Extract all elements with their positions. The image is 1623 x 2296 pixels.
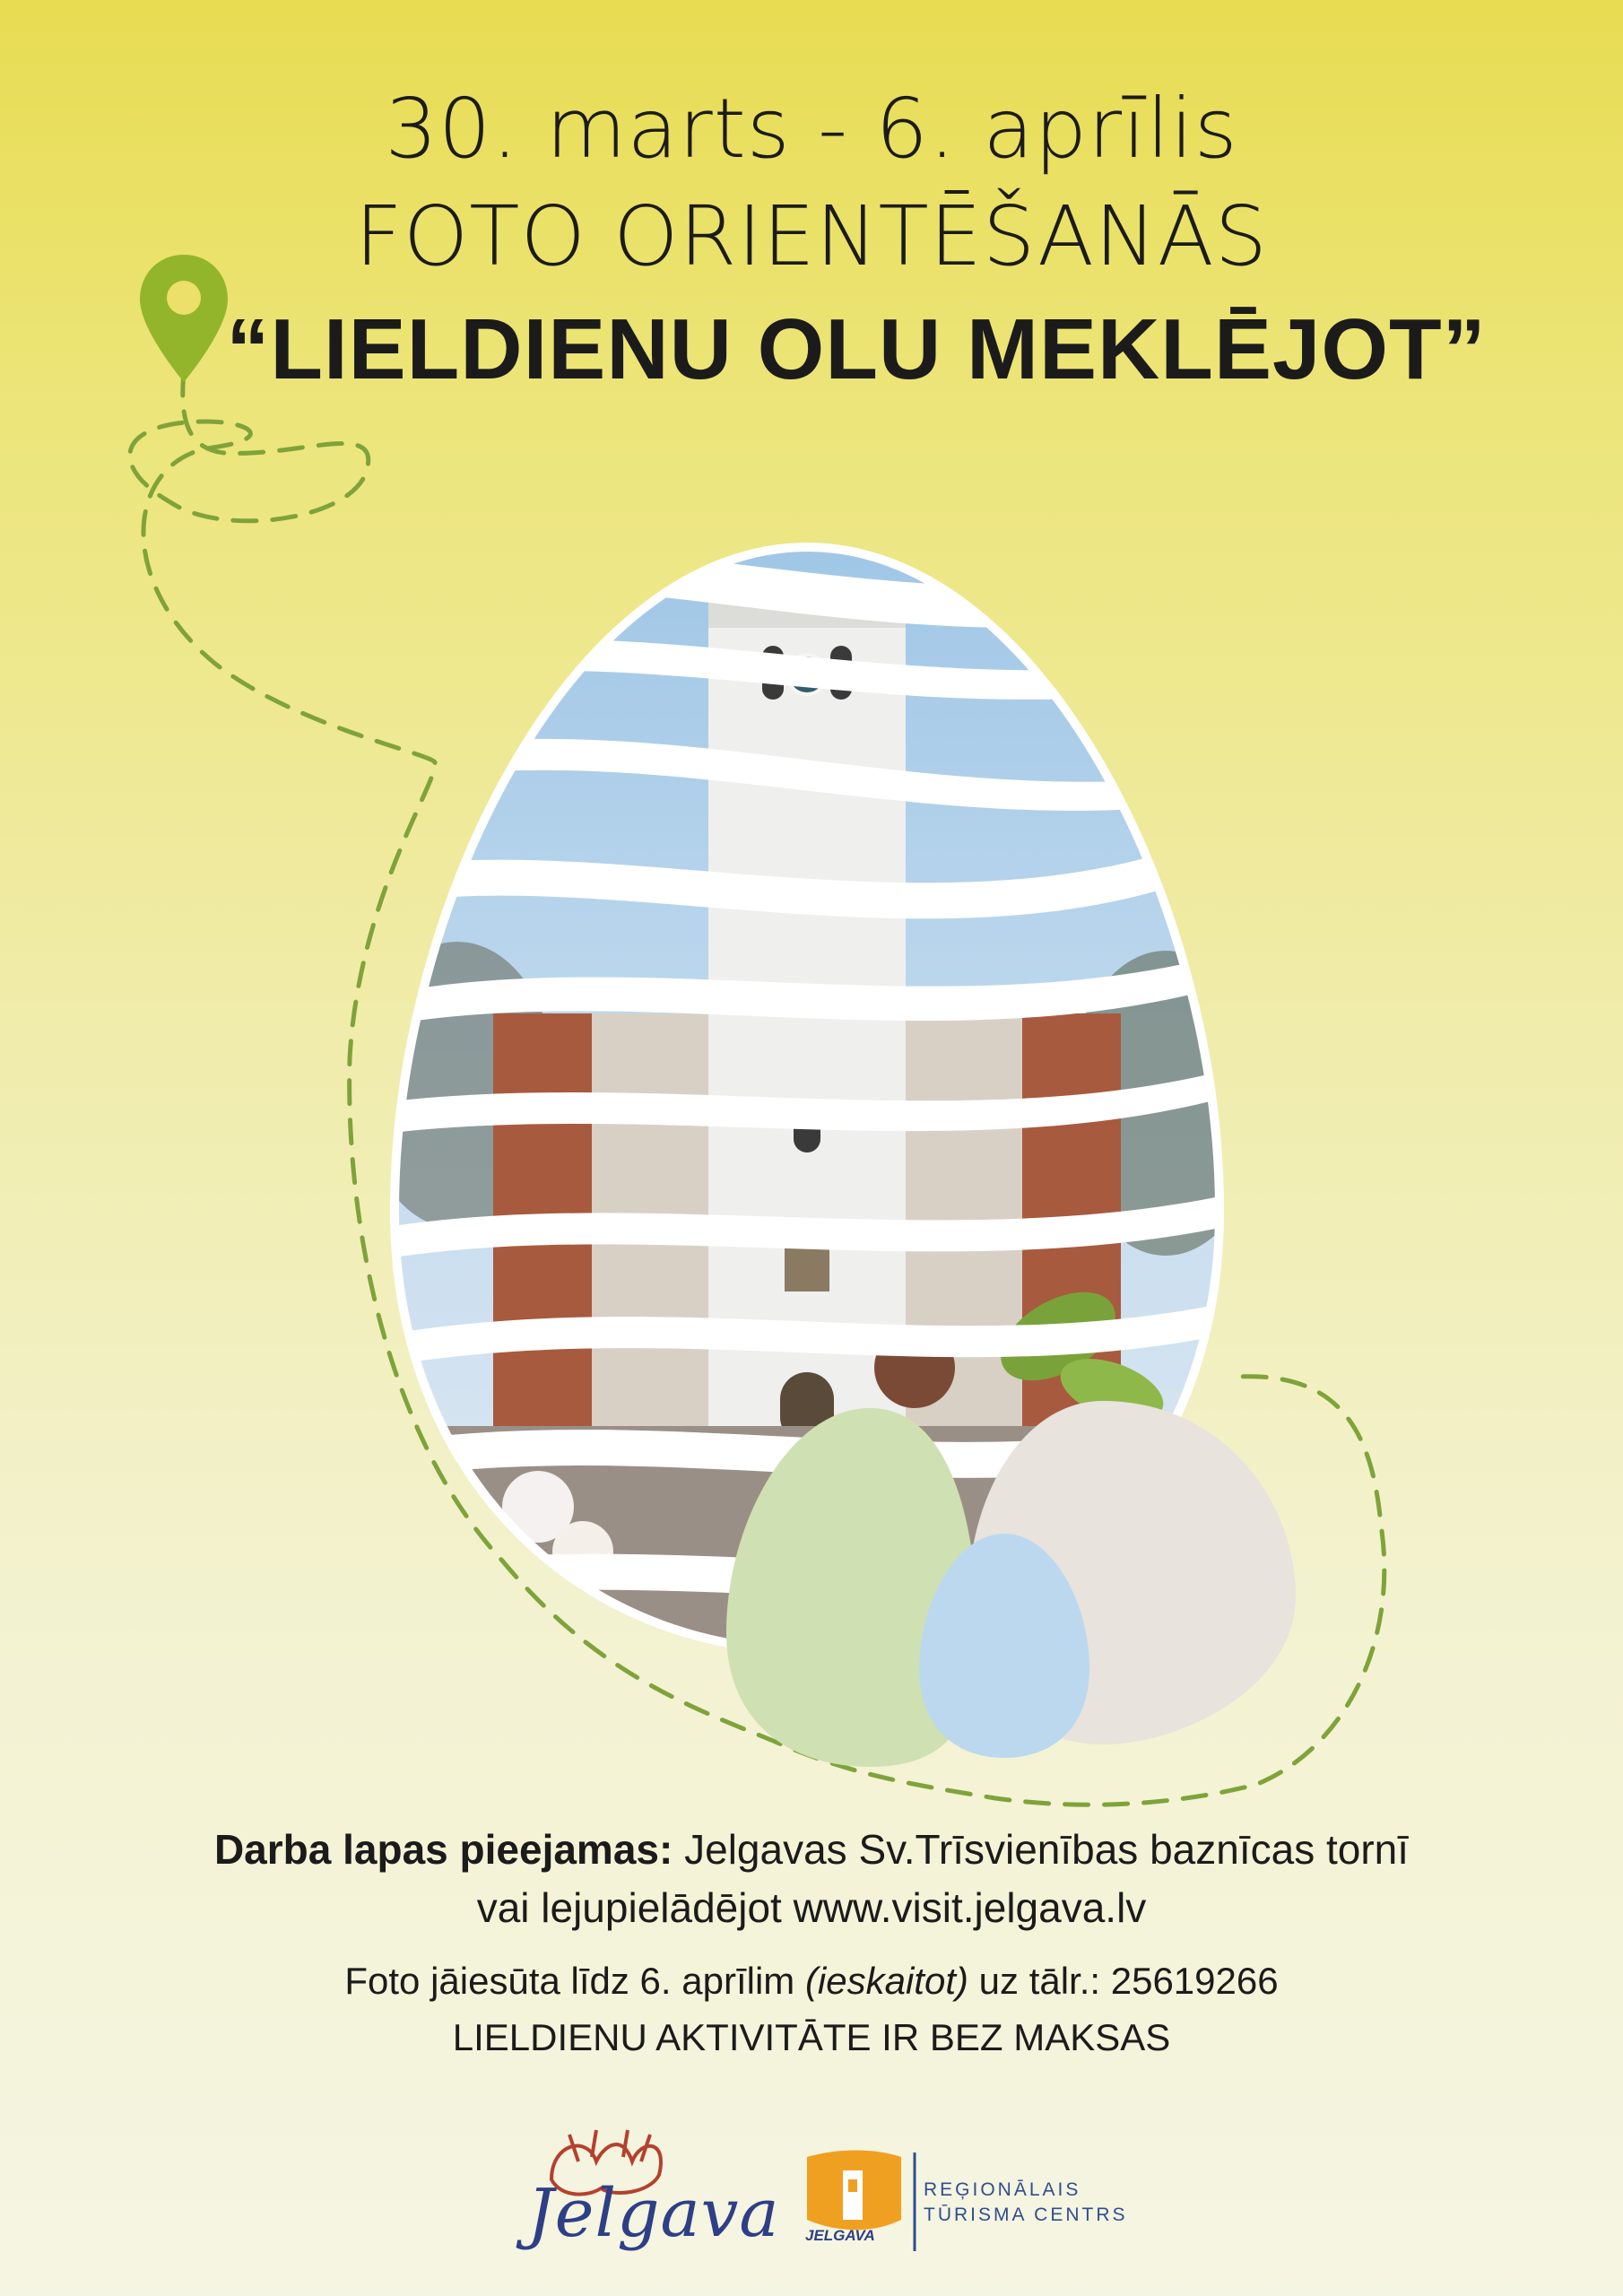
download-line: vai lejupielādējot www.visit.jelgava.lv — [476, 1884, 1147, 1931]
tower-logo-caption: JELGAVA — [805, 2227, 875, 2244]
submission-text: Foto jāiesūta līdz 6. aprīlim — [344, 1960, 805, 2002]
free-activity-line: LIELDIENU AKTIVITĀTE IR BEZ MAKSAS — [452, 2016, 1171, 2058]
jelgava-logo-text: Jelgava — [527, 2175, 780, 2252]
rtc-name-line1: REĢIONĀLAIS — [924, 2179, 1081, 2200]
event-dates: 30. marts - 6. aprīlis — [385, 81, 1238, 177]
rtc-name-line2: TŪRISMA CENTRS — [924, 2205, 1128, 2225]
photo-submission-line — [0, 1960, 1623, 2003]
worksheets-location: Jelgavas Sv.Trīsvienības baznīcas tornī — [673, 1826, 1410, 1873]
submission-inclusive: (ieskaitot) — [804, 1960, 968, 2002]
submission-phone: uz tālr.: 25619266 — [968, 1960, 1279, 2002]
worksheets-label: Darba lapas pieejamas: — [213, 1826, 673, 1873]
pastel-eggs-group — [717, 1390, 1309, 1776]
worksheets-availability — [0, 1825, 1623, 1874]
event-subtitle: FOTO ORIENTĒŠANĀS — [354, 188, 1269, 284]
event-title: “LIELDIENU OLU MEKLĒJOT” — [226, 301, 1487, 397]
